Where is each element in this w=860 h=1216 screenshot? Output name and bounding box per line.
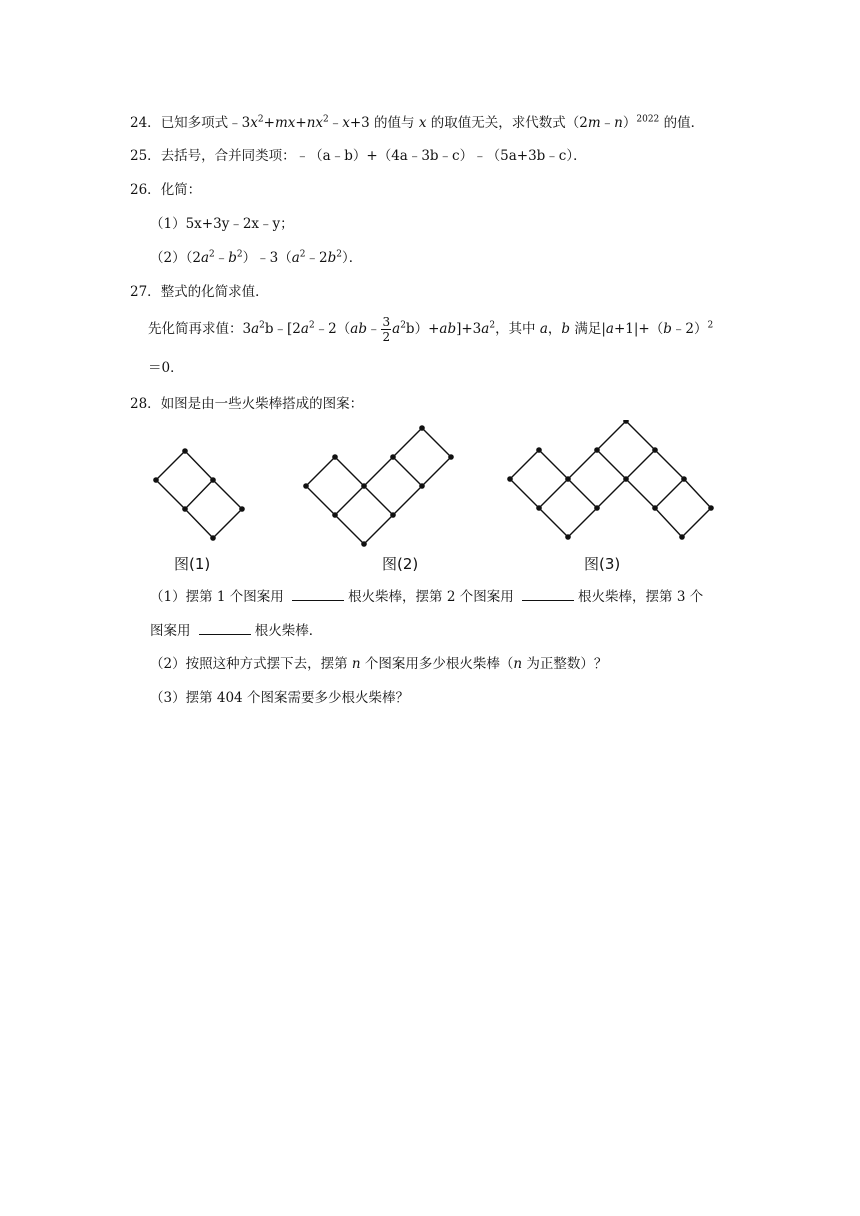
var: ab <box>439 321 457 337</box>
text: ，其中 <box>495 321 540 337</box>
text: ﹣2 <box>305 250 328 266</box>
text: ﹣2） <box>671 321 708 337</box>
question-number: 24． <box>130 115 161 131</box>
exp: 2 <box>707 320 714 331</box>
text: 根火柴棒． <box>254 623 323 639</box>
text: 根火柴棒，摆第 2 个图案用 <box>348 589 519 605</box>
var: a <box>251 321 260 337</box>
part-text: （1）5x+3y﹣2x﹣y； <box>150 216 294 232</box>
text: ）． <box>342 250 363 266</box>
var: n <box>614 115 623 131</box>
question-28-part-1-line-2 <box>150 620 322 641</box>
question-24 <box>130 113 704 133</box>
question-28-part-2 <box>150 654 607 674</box>
exp: 2 <box>336 249 342 260</box>
var: a <box>539 321 548 337</box>
exp: 2 <box>323 114 329 125</box>
question-text: 去括号，合并同类项：﹣（a﹣b）+（4a﹣3b﹣c）﹣（5a+3b﹣c）． <box>160 148 587 164</box>
exp: 2022 <box>636 114 660 125</box>
text: 先化简再求值：3 <box>148 321 252 337</box>
text: ， <box>547 321 562 337</box>
var: nx <box>306 115 323 131</box>
text: （3）摆第 404 个图案需要多少根火柴棒？ <box>150 690 409 706</box>
question-26 <box>130 180 201 200</box>
var: m <box>587 115 601 131</box>
matchstick-figures <box>0 420 860 580</box>
question-27 <box>130 282 269 302</box>
text: +3 的值与 <box>349 115 419 131</box>
answer-blank[interactable] <box>292 586 344 601</box>
fraction <box>381 315 391 344</box>
var: b <box>228 250 237 266</box>
figure-2 <box>303 425 454 547</box>
question-28-part-3 <box>150 688 409 708</box>
text: + <box>295 115 307 131</box>
text: ﹣ <box>328 115 343 131</box>
var: b <box>663 321 672 337</box>
exp: 2 <box>400 320 406 331</box>
text: （1）摆第 1 个图案用 <box>150 589 289 605</box>
text: ﹣2（ <box>314 321 351 337</box>
var: n <box>351 656 361 672</box>
var: a <box>392 321 401 337</box>
text: b﹣[2 <box>264 321 301 337</box>
text: +1|+（ <box>613 321 664 337</box>
text: （2）按照这种方式摆下去，摆第 <box>150 656 352 672</box>
question-27-body <box>148 314 713 344</box>
answer-blank[interactable] <box>199 620 251 635</box>
text: ﹣ <box>366 321 381 337</box>
denominator: 2 <box>382 330 391 344</box>
var: x <box>342 115 350 131</box>
question-number: 25． <box>130 148 161 164</box>
var: x <box>418 115 427 131</box>
var: mx <box>274 115 296 131</box>
question-title: 整式的化简求值． <box>160 284 269 300</box>
question-number: 26． <box>130 182 161 198</box>
question-27-line-2 <box>148 358 184 378</box>
text: 的取值无关，求代数式（2 <box>426 115 588 131</box>
text: ﹣ <box>600 115 615 131</box>
question-title: 如图是由一些火柴棒搭成的图案： <box>160 396 364 412</box>
text: ]+3 <box>456 321 482 337</box>
exp: 2 <box>257 114 264 125</box>
text: ）﹣3（ <box>242 250 292 266</box>
figure-1 <box>153 448 245 541</box>
question-25 <box>130 146 587 166</box>
figure-1-caption: 图(1) <box>174 555 211 573</box>
exp: 2 <box>489 320 496 331</box>
answer-blank[interactable] <box>522 586 574 601</box>
question-number: 27． <box>130 284 161 300</box>
var: n <box>513 656 523 672</box>
text: b）+ <box>405 321 440 337</box>
question-26-part-2 <box>150 248 362 268</box>
text: 根火柴棒，摆第 3 个 <box>578 589 704 605</box>
text: 的值． <box>659 115 705 131</box>
figure-3-caption: 图(3) <box>584 555 621 573</box>
text: 为正整数）？ <box>522 656 608 672</box>
text: 个图案用多少根火柴棒（ <box>360 656 514 672</box>
exp: 2 <box>299 249 306 260</box>
text: 满足| <box>570 321 606 337</box>
var: a <box>291 250 300 266</box>
var: b <box>327 250 337 266</box>
var: a <box>481 321 490 337</box>
question-28 <box>130 394 363 414</box>
var: a <box>200 250 209 266</box>
text: 已知多项式﹣3 <box>160 115 251 131</box>
text: 图案用 <box>150 623 195 639</box>
text: ﹣ <box>214 250 229 266</box>
exp: 2 <box>308 320 315 331</box>
question-title: 化简： <box>160 182 202 198</box>
exp: 2 <box>259 320 265 331</box>
var: a <box>300 321 309 337</box>
text: ） <box>622 115 637 131</box>
figure-3 <box>507 420 714 540</box>
var: b <box>561 321 571 337</box>
var: x <box>250 115 258 131</box>
text: （2）（2 <box>150 250 201 266</box>
numerator: 3 <box>382 315 391 329</box>
figure-2-caption: 图(2) <box>382 555 419 573</box>
text: ＝0． <box>148 360 184 376</box>
var: a <box>605 321 614 337</box>
question-28-part-1 <box>150 586 703 607</box>
var: ab <box>350 321 367 337</box>
exp: 2 <box>236 249 243 260</box>
question-number: 28． <box>130 396 161 412</box>
text: + <box>263 115 275 131</box>
exp: 2 <box>209 249 215 260</box>
question-26-part-1 <box>150 214 294 234</box>
